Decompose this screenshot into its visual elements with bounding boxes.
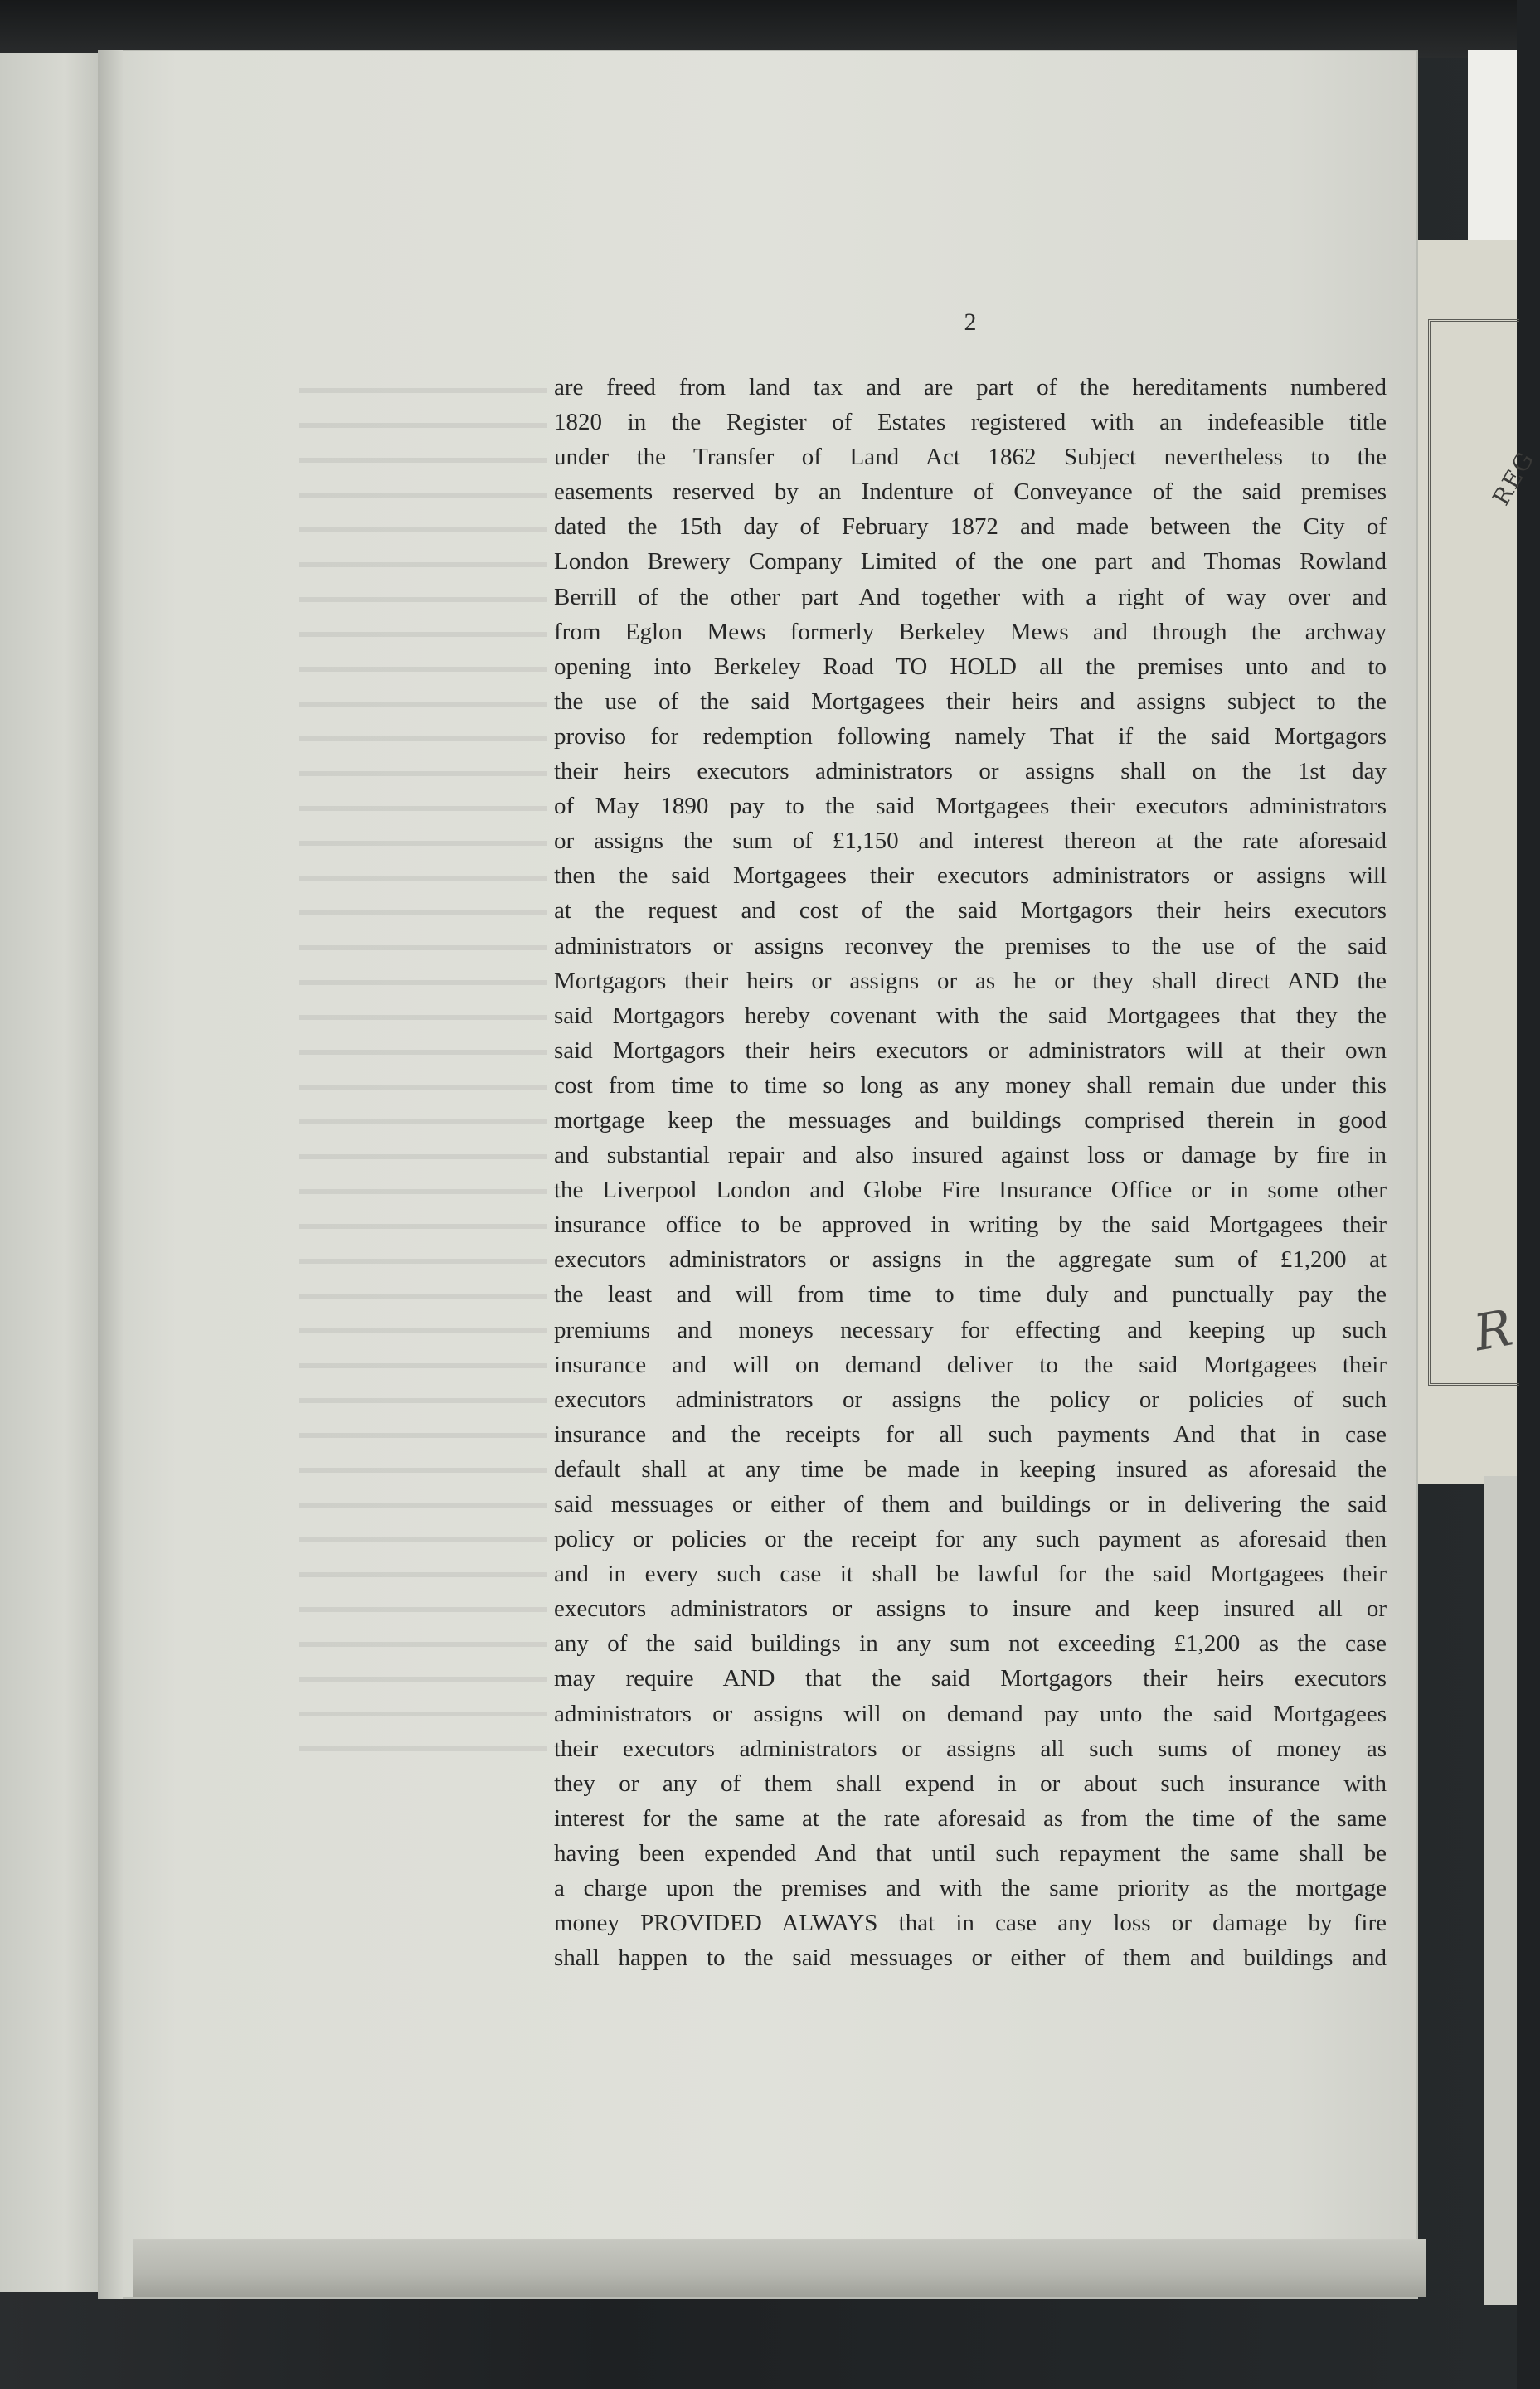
text-line: premiums and moneys necessary for effecting and keeping up such	[554, 1316, 1387, 1343]
text-line: Berrill of the other part And together with a right of way over and	[554, 583, 1387, 610]
text-line: money PROVIDED ALWAYS that in case any loss or damage by fire	[554, 1910, 1387, 1937]
text-line: proviso for redemption following namely That if the said Mortgagors	[554, 722, 1387, 750]
text-line: 1820 in the Register of Estates registered with an indefeasible title	[554, 409, 1387, 436]
text-line: insurance and the receipts for all such payments And that in case	[554, 1420, 1387, 1448]
text-line: may require AND that the said Mortgagors their heirs executors	[554, 1665, 1387, 1692]
text-line: interest for the same at the rate aforesaid as from the time of the same	[554, 1804, 1387, 1832]
text-line: under the Transfer of Land Act 1862 Subject nevertheless to the	[554, 444, 1387, 471]
text-line: any of the said buildings in any sum not exceeding £1,200 as the case	[554, 1630, 1387, 1658]
text-line: said Mortgagors their heirs executors or administrators will at their own	[554, 1037, 1387, 1064]
text-line: the Liverpool London and Globe Fire Insurance Office or in some other	[554, 1177, 1387, 1204]
text-line: mortgage keep the messuages and buildings comprised therein in good	[554, 1106, 1387, 1134]
page-bottom-edge	[133, 2239, 1426, 2297]
text-line: their heirs executors administrators or assigns shall on the 1st day	[554, 758, 1387, 785]
text-line: are freed from land tax and are part of the hereditaments numbered	[554, 374, 1387, 401]
text-line: shall happen to the said messuages or either of them and buildings and	[554, 1945, 1387, 1972]
text-line: easements reserved by an Indenture of Conveyance of the said premises	[554, 478, 1387, 506]
text-line: executors administrators or assigns in the aggregate sum of £1,200 at	[554, 1246, 1387, 1274]
text-line: Mortgagors their heirs or assigns or as he or they shall direct AND the	[554, 967, 1387, 994]
text-line: cost from time to time so long as any money shall remain due under this	[554, 1071, 1387, 1099]
text-line: at the request and cost of the said Mortgagors their heirs executors	[554, 897, 1387, 925]
text-line: executors administrators or assigns the policy or policies of such	[554, 1386, 1387, 1413]
text-line: London Brewery Company Limited of the one part and Thomas Rowland	[554, 548, 1387, 575]
text-line: executors administrators or assigns to insure and keep insured all or	[554, 1595, 1387, 1623]
text-line: opening into Berkeley Road TO HOLD all the premises unto and to	[554, 653, 1387, 680]
text-line: policy or policies or the receipt for any such payment as aforesaid then	[554, 1526, 1387, 1553]
text-line: insurance and will on demand deliver to the said Mortgagees their	[554, 1351, 1387, 1378]
right-paper-tab	[1468, 50, 1517, 249]
text-line: dated the 15th day of February 1872 and made between the City of	[554, 513, 1387, 541]
text-line: administrators or assigns reconvey the premises to the use of the said	[554, 932, 1387, 959]
text-line: administrators or assigns will on demand pay unto the said Mortgagees	[554, 1700, 1387, 1727]
text-line: from Eglon Mews formerly Berkeley Mews and through the archway	[554, 618, 1387, 645]
text-line: having been expended And that until such repayment the same shall be	[554, 1839, 1387, 1867]
text-line: and substantial repair and also insured against loss or damage by fire in	[554, 1142, 1387, 1169]
text-line: insurance office to be approved in writing by the said Mortgagees their	[554, 1211, 1387, 1239]
text-line: and in every such case it shall be lawful for the said Mortgagees their	[554, 1561, 1387, 1588]
text-line: of May 1890 pay to the said Mortgagees their executors administrators	[554, 793, 1387, 820]
text-line: said Mortgagors hereby covenant with the said Mortgagees that they the	[554, 1002, 1387, 1029]
text-line: the least and will from time to time duly and punctually pay the	[554, 1281, 1387, 1309]
text-line: their executors administrators or assigns all such sums of money as	[554, 1735, 1387, 1762]
text-line: they or any of them shall expend in or about such insurance with	[554, 1770, 1387, 1797]
attached-document-stamp: REG	[1487, 445, 1540, 511]
left-facing-leaf	[0, 53, 108, 2292]
text-line: then the said Mortgagees their executors administrators or assigns will	[554, 862, 1387, 890]
body-text	[554, 370, 1387, 1975]
bleed-through-text	[299, 365, 547, 1775]
text-line: a charge upon the premises and with the same priority as the mortgage	[554, 1875, 1387, 1902]
text-line: said messuages or either of them and buildings or in delivering the said	[554, 1491, 1387, 1517]
attached-document-handwriting: R	[1470, 1299, 1517, 1363]
text-line: the use of the said Mortgagees their heirs and assigns subject to the	[554, 687, 1387, 715]
text-line: or assigns the sum of £1,150 and interest thereon at the rate aforesaid	[554, 828, 1387, 855]
text-line: default shall at any time be made in keeping insured as aforesaid the	[554, 1455, 1387, 1483]
page-gutter	[98, 50, 123, 2299]
right-edge-strip	[1484, 1476, 1517, 2305]
page-number: 2	[964, 308, 977, 336]
